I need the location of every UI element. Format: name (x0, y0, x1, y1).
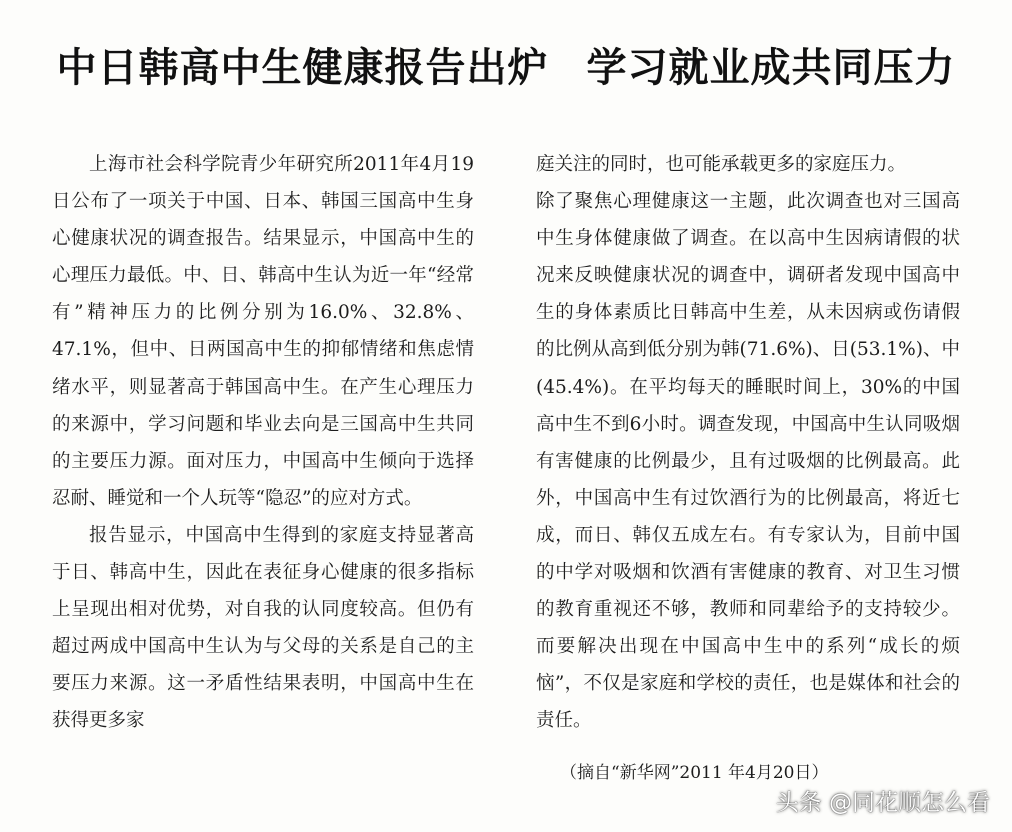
left-column (52, 146, 474, 740)
paragraph-2: 报告显示，中国高中生得到的家庭支持显著高于日、韩高中生，因此在表征身心健康的很多指标上呈现出相对优势，对自我的认同度较高。但仍有超过两成中国高中生认为与父母的关系是自己的主要压力来源。这一矛盾性结果表明，中国高中生在获得更多家 (52, 524, 474, 732)
paragraph-1: 上海市社会科学院青少年研究所2011年4月19日公布了一项关于中国、日本、韩国三国高中生身心健康状况的调查报告。结果显示，中国高中生的心理压力最低。中、日、韩高中生认为近一年“经常有”精神压力的比例分别为16.0%、32.8%、47.1%，但中、日两国高中生的抑郁情绪和焦虑情绪水平，则显著高于韩国高中生。在产生心理压力的来源中，学习问题和毕业去向是三国高中生共同的主要压力源。面对压力，中国高中生倾向于选择忍耐、睡觉和一个人玩等“隐忍”的应对方式。 (52, 154, 474, 509)
right-column (536, 146, 960, 740)
article-headline (0, 36, 1012, 93)
source-note: （摘自“新华网”2011 年4月20日） (560, 763, 829, 783)
paragraph-2-continued: 庭关注的同时，也可能承载更多的家庭压力。 (536, 154, 907, 175)
headline-part-1: 中日韩高中生健康报告出炉 (56, 45, 549, 91)
paragraph-3: 除了聚焦心理健康这一主题，此次调查也对三国高中生身体健康做了调查。在以高中生因病请假的状况来反映健康状况的调查中，调研者发现中国高中生的身体素质比日韩高中生差，从未因病或伤请假的比例从高到低分别为韩(71.6%)、日(53.1%)、中(45.4%)。在平均每天的睡眠时间上，30%的中国高中生不到6小时。调查发现，中国高中生认同吸烟有害健康的比例最少，且有过吸烟的比例最高。此外，中国高中生有过饮酒行为的比例最高，将近七成，而日、韩仅五成左右。有专家认为，目前中国的中学对吸烟和饮酒有害健康的教育、对卫生习惯的教育重视还不够，教师和同辈给予的支持较少。而要解决出现在中国高中生中的系列“成长的烦恼”，不仅是家庭和学校的责任，也是媒体和社会的责任。 (536, 191, 960, 732)
watermark: 头条 @同花顺怎么看 (775, 790, 990, 816)
headline-part-2: 学习就业成共同压力 (586, 45, 956, 91)
